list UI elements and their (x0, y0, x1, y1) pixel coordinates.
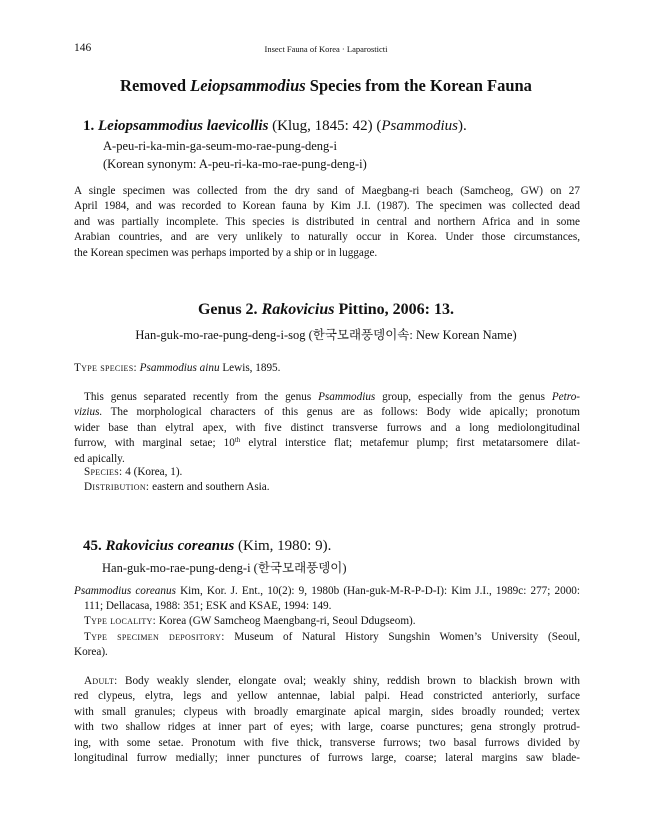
species-count: Species: 4 (Korea, 1). (84, 466, 183, 478)
adult-description: Adult: Body weakly slender, elongate oval; weakly shiny, reddish brown to blackish brown with red clypeus, elytra, legs and yellow antennae, labial palpi. Head constricted anteriorly, surface with small granules; clypeus with broadly emarginate apical margin, sides broadly rounded; vertex with two shallow ridges at inner part of eyes; with large, coarse punctures; gena strongly protrud- ing, with some setae. Pronotum with five thick, transverse furrows; two basal furrows divided by longitudinal furrow medially; inner punctures of furrows large, coarse; lateral margins saw blade- (74, 675, 580, 764)
species-1-korean-name: A-peu-ri-ka-min-ga-seum-mo-rae-pung-deng-i (103, 139, 337, 153)
type-species: Type species: Psammodius ainu Lewis, 1895. (74, 362, 281, 374)
species-45-heading: 45. Rakovicius coreanus (Kim, 1980: 9). (83, 538, 332, 554)
species-45-references: Psammodius coreanus Kim, Kor. J. Ent., 10(2): 9, 1980b (Han-guk-M-R-P-D-I): Kim J.I., 1989c: 277; 2000: 111; Dellacasa, 1988: 351; ESK and KSAE, 1994: 149. (74, 585, 581, 613)
distribution: Distribution: eastern and southern Asia. (84, 481, 270, 493)
species-1-paragraph: A single specimen was collected from the dry sand of Maegbang-ri beach (Samcheog, GW) on 27 April 1984, and was recorded to Korean fauna by Kim J.I. (1987). The specimen was collected dead and was partially incomplete. This species is distributed in central and northern Africa and in some Arabian countries, and are very unlikely to naturally occur in Korea. Under those circumstances, the Korean specimen was perhaps imported by a ship or in luggage. (74, 185, 580, 259)
species-1-korean-synonym: (Korean synonym: A-peu-ri-ka-mo-rae-pung-deng-i) (103, 157, 367, 171)
running-title: Insect Fauna of Korea · Laparosticti (264, 44, 388, 54)
type-depository: Type specimen depository: Museum of Natural History Sungshin Women’s University (Seoul, Korea). (74, 631, 580, 659)
genus-heading: Genus 2. Rakovicius Pittino, 2006: 13. (197, 301, 454, 318)
page-number: 146 (74, 42, 92, 54)
section-title: Removed Leiopsammodius Species from the Korean Fauna (120, 76, 532, 95)
species-45-korean-name: Han-guk-mo-rae-pung-deng-i (한국모래풍뎅이) (102, 561, 347, 575)
type-locality: Type locality: Korea (GW Samcheog Maengbang-ri, Seoul Ddugseom). (84, 615, 416, 627)
genus-korean-name: Han-guk-mo-rae-pung-deng-i-sog (한국모래풍뎅이속: New Korean Name) (135, 328, 517, 342)
genus-description: This genus separated recently from the genus Psammodius group, especially from the genus Petro- vizius. The morphological characters of this genus are as follows: Body wide apically; pronotum wider base than elytral apex, with five distinct transverse furrows and a long mediolongitudinal furrow, with marginal setae; 10th elytral interstice flat; metafemur plump; first metatarsomere dilat- ed apically. (74, 391, 581, 465)
species-1-heading: 1. Leiopsammodius laevicollis (Klug, 1845: 42) (Psammodius). (83, 118, 467, 134)
